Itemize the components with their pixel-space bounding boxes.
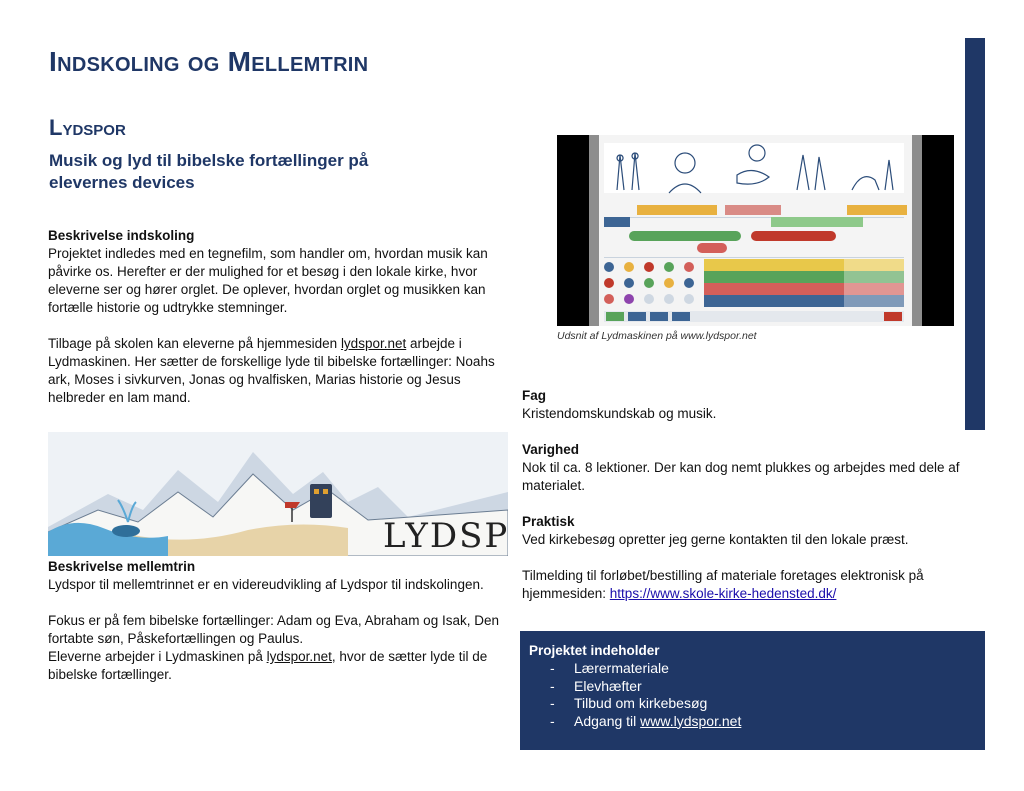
varighed-heading: Varighed: [522, 442, 580, 457]
mellemtrin-heading: Beskrivelse mellemtrin: [48, 559, 196, 574]
mountain-landscape-illustration: [48, 432, 508, 556]
indskoling-heading: Beskrivelse indskoling: [48, 228, 195, 243]
lydspor-logo-text: LYDSP: [383, 516, 508, 556]
project-contents-box: [520, 631, 985, 750]
indskoling-paragraph-1: Projektet indledes med en tegnefilm, som handler om, hvordan musik kan påvirke os. Herefter er der mulighed for et besøg i den lokale kirke, hvor eleverne ser og hører orglet. De oplever, hvordan orglet og musikken kan fortælle historie og udtrykke stemninger.: [48, 246, 488, 315]
page-title: Indskoling og Mellemtrin: [49, 46, 369, 77]
praktisk-text-2: Tilmelding til forløbet/bestilling af materiale foretages elektronisk på hjemmesiden: https://www.skole-kirke-hedensted.dk/: [522, 568, 924, 601]
lydmaskinen-screenshot: [557, 135, 954, 326]
list-item: - Adgang til www.lydspor.net: [550, 712, 742, 729]
lydspor-link-2[interactable]: lydspor.net: [266, 649, 332, 664]
skole-kirke-link[interactable]: https://www.skole-kirke-hedensted.dk/: [609, 586, 837, 601]
section-title: Lydspor: [49, 115, 126, 140]
side-accent-bar: [965, 38, 985, 430]
list-item: - Lærermateriale: [550, 660, 669, 676]
list-item: - Tilbud om kirkebesøg: [550, 695, 708, 711]
praktisk-text-1: Ved kirkebesøg opretter jeg gerne kontakten til den lokale præst.: [522, 532, 909, 547]
praktisk-heading: Praktisk: [522, 514, 575, 529]
lydspor-www-link[interactable]: www.lydspor.net: [640, 712, 742, 729]
indskoling-section: [48, 227, 508, 407]
info-column: [522, 387, 984, 603]
mellemtrin-paragraph-1: Lydspor til mellemtrinnet er en videreudvikling af Lydspor til indskolingen.: [48, 577, 484, 592]
screenshot-caption: Udsnit af Lydmaskinen på www.lydspor.net: [557, 330, 757, 342]
mellemtrin-paragraph-3: Eleverne arbejder i Lydmaskinen på lydspor.net, hvor de sætter lyde til de bibelske fortællinger.: [48, 649, 488, 682]
box-list: [520, 660, 985, 730]
list-item: - Elevhæfter: [550, 677, 642, 694]
mellemtrin-paragraph-2: Fokus er på fem bibelske fortællinger: Adam og Eva, Abraham og Isak, Den fortabte søn, Påskefortællingen og Paulus.: [48, 613, 499, 646]
tagline: Musik og lyd til bibelske fortællinger på elevernes devices: [49, 151, 369, 192]
lydspor-link[interactable]: lydspor.net: [340, 336, 407, 351]
varighed-text: Nok til ca. 8 lektioner. Der kan dog nemt plukkes og arbejdes med dele af materialet.: [522, 460, 960, 493]
box-heading: Projektet indeholder: [529, 643, 660, 658]
fag-text: Kristendomskundskab og musik.: [522, 406, 717, 421]
indskoling-paragraph-2: Tilbage på skolen kan eleverne på hjemmesiden lydspor.net arbejde i Lydmaskinen. Her sætter de forskellige lyde til bibelske fortællinger: Noahs ark, Moses i sivkurven, Jonas og hvalfisken, Marias historie og Jesus helbreder en lam mand.: [48, 336, 495, 405]
fag-heading: Fag: [522, 388, 547, 403]
mellemtrin-section: [48, 558, 510, 684]
